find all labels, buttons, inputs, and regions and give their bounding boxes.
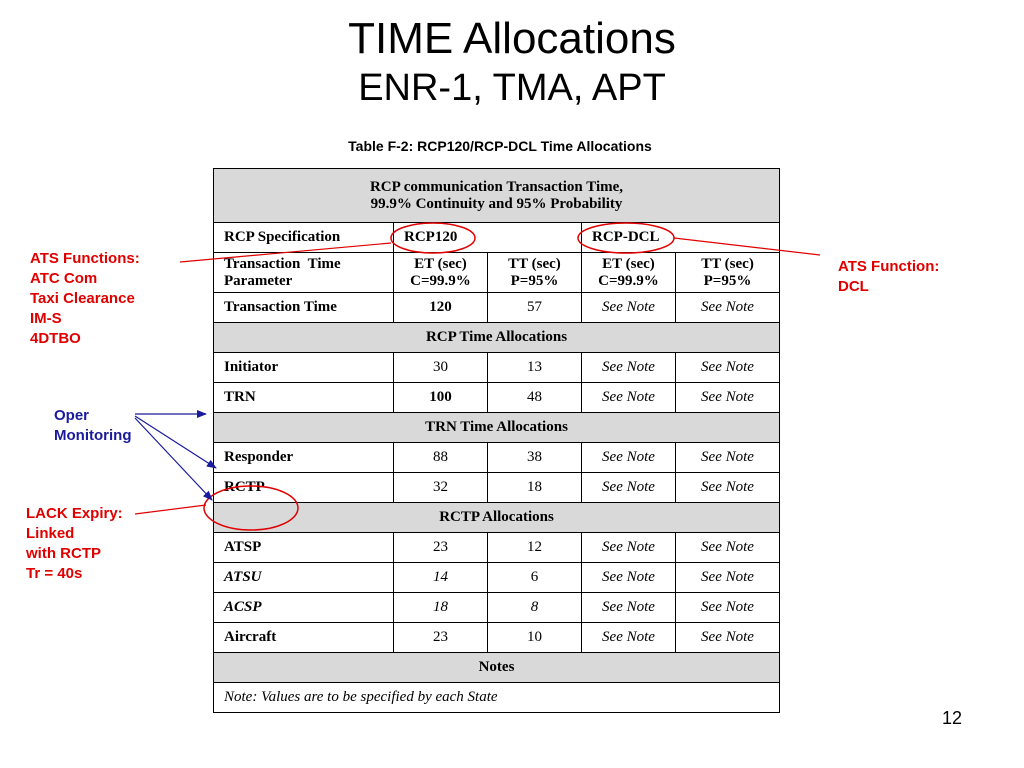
cell-value: See Note	[582, 383, 676, 413]
row-label: TRN	[214, 383, 394, 413]
ats-functions-callout-line	[180, 243, 391, 262]
ats-functions-line: 4DTBO	[30, 330, 81, 347]
cell-value: 32	[394, 473, 488, 503]
section-header-rcp: RCP Time Allocations	[214, 323, 780, 353]
slide-title: TIME Allocations	[348, 14, 676, 63]
cell-value: See Note	[676, 443, 780, 473]
cell-value: 23	[394, 533, 488, 563]
cell-value: See Note	[676, 593, 780, 623]
rcp120-highlight-circle	[391, 223, 475, 253]
slide-subtitle: ENR-1, TMA, APT	[358, 67, 666, 109]
cell-value: See Note	[676, 383, 780, 413]
cell-value: 30	[394, 353, 488, 383]
section-header-notes: Notes	[214, 653, 780, 683]
cell-value: 18	[394, 593, 488, 623]
cell-value: See Note	[676, 563, 780, 593]
ats-functions-line: IM-S	[30, 310, 62, 327]
row-label: Responder	[214, 443, 394, 473]
cell-value: 57	[488, 293, 582, 323]
cell-value: 10	[488, 623, 582, 653]
ats-functions-line: ATS Functions:	[30, 250, 140, 267]
ats-function-dcl-line: DCL	[838, 278, 869, 295]
row-label: RCTP	[214, 473, 394, 503]
cell-value: 88	[394, 443, 488, 473]
oper-monitoring-line: Monitoring	[54, 427, 132, 444]
cell-value: 100	[394, 383, 488, 413]
lack-expiry-line: LACK Expiry:	[26, 505, 123, 522]
param-label-line-2: Parameter	[224, 272, 293, 289]
cell-value: See Note	[676, 293, 780, 323]
cell-value: See Note	[676, 473, 780, 503]
lack-expiry-line: with RCTP	[26, 545, 101, 562]
spec-label: RCP Specification	[214, 223, 394, 253]
lack-expiry-line: Tr = 40s	[26, 565, 83, 582]
param-col-1-line-2: C=99.9%	[410, 272, 471, 289]
section-header-rctp: RCTP Allocations	[214, 503, 780, 533]
param-col-3-line-2: C=99.9%	[598, 272, 659, 289]
param-col-2-line-1: TT (sec)	[508, 255, 561, 272]
param-col-3-line-1: ET (sec)	[602, 255, 655, 272]
ats-function-dcl-line: ATS Function:	[838, 258, 940, 275]
row-label: Transaction Time	[214, 293, 394, 323]
cell-value: See Note	[582, 473, 676, 503]
cell-value: See Note	[582, 533, 676, 563]
cell-value: See Note	[582, 293, 676, 323]
cell-value: See Note	[676, 533, 780, 563]
cell-value: 12	[488, 533, 582, 563]
cell-value: 18	[488, 473, 582, 503]
table-caption: Table F-2: RCP120/RCP-DCL Time Allocations	[348, 138, 652, 154]
ats-functions-line: ATC Com	[30, 270, 98, 287]
row-label: ACSP	[214, 593, 394, 623]
ats-function-dcl-callout-line	[674, 238, 820, 255]
cell-value: See Note	[582, 563, 676, 593]
oper-monitoring-arrow-responder	[135, 416, 216, 468]
cell-value: 13	[488, 353, 582, 383]
page-number: 12	[941, 708, 962, 728]
cell-value: See Note	[582, 623, 676, 653]
cell-value: 48	[488, 383, 582, 413]
note-text: Note: Values are to be specified by each State	[214, 683, 780, 713]
oper-monitoring-line: Oper	[54, 407, 90, 424]
row-label: Aircraft	[214, 623, 394, 653]
cell-value: See Note	[582, 593, 676, 623]
rcpdcl-header: RCP-DCL	[582, 223, 780, 253]
rcpdcl-highlight-circle	[578, 223, 674, 253]
header-line-1: RCP communication Transaction Time,	[369, 178, 624, 195]
cell-value: 120	[394, 293, 488, 323]
rcp120-header: RCP120	[394, 223, 582, 253]
cell-value: See Note	[676, 353, 780, 383]
lack-expiry-callout-line	[135, 505, 206, 514]
lack-expiry-line: Linked	[26, 525, 75, 542]
section-header-trn: TRN Time Allocations	[214, 413, 780, 443]
oper-monitoring-arrow-rctp	[135, 418, 212, 500]
param-col-4-line-1: TT (sec)	[701, 255, 754, 272]
cell-value: See Note	[676, 623, 780, 653]
row-label: ATSU	[214, 563, 394, 593]
row-label: ATSP	[214, 533, 394, 563]
param-col-2-line-2: P=95%	[510, 272, 559, 289]
cell-value: 38	[488, 443, 582, 473]
ats-functions-line: Taxi Clearance	[30, 290, 135, 307]
header-line-2: 99.9% Continuity and 95% Probability	[370, 195, 623, 212]
cell-value: See Note	[582, 443, 676, 473]
param-label-line-1: Transaction Time	[224, 255, 341, 272]
param-col-1-line-1: ET (sec)	[414, 255, 467, 272]
cell-value: 6	[488, 563, 582, 593]
cell-value: 23	[394, 623, 488, 653]
rctp-highlight-circle	[204, 486, 298, 530]
cell-value: See Note	[582, 353, 676, 383]
row-label: Initiator	[214, 353, 394, 383]
param-col-4-line-2: P=95%	[703, 272, 752, 289]
cell-value: 8	[488, 593, 582, 623]
cell-value: 14	[394, 563, 488, 593]
